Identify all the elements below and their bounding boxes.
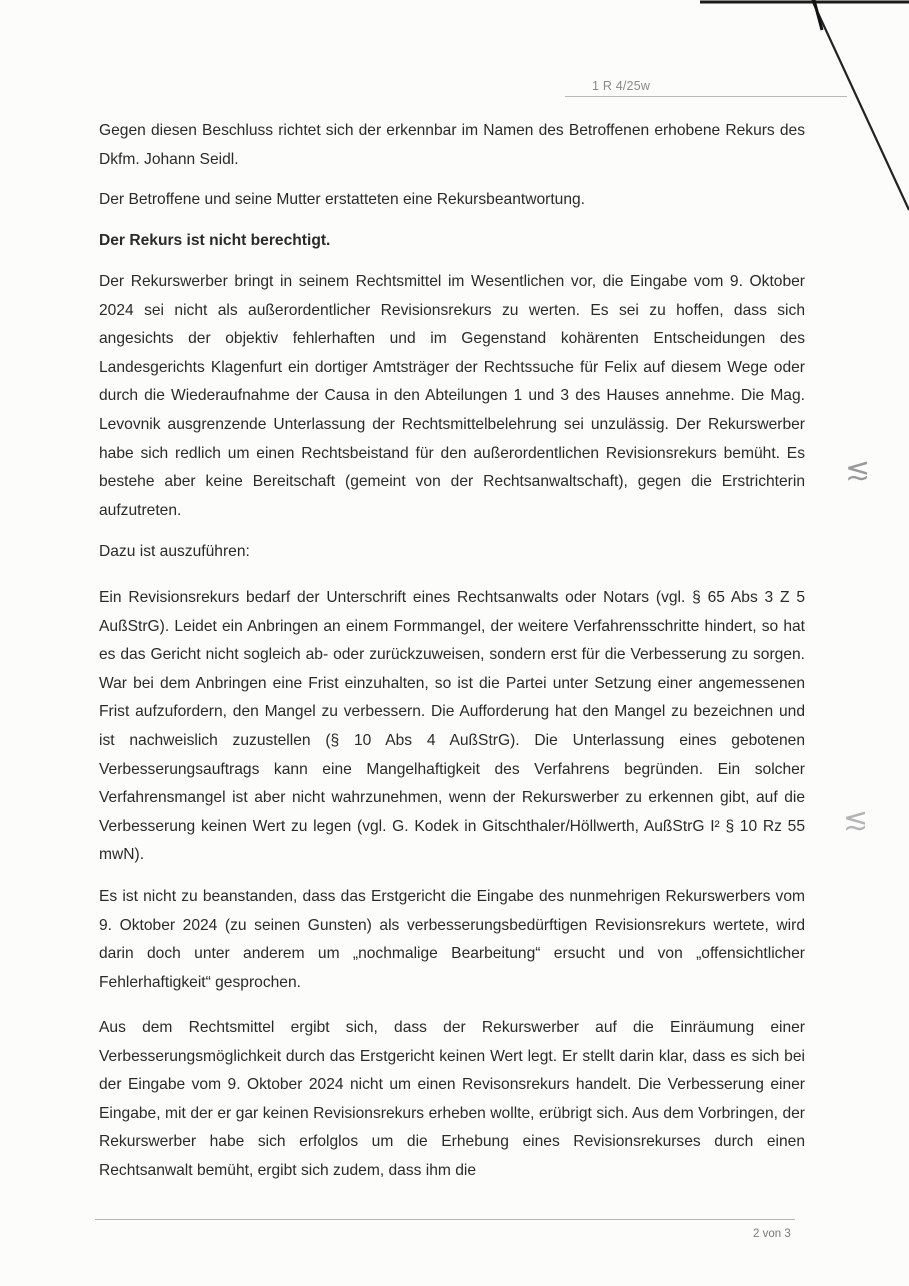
paragraph-2: Der Betroffene und seine Mutter erstatteten eine Rekursbeantwortung. xyxy=(99,191,586,208)
paragraph-6: Ein Revisionsrekurs bedarf der Unterschrift eines Rechtsanwalts oder Notars (vgl. § 65 Abs 3 Z 5 AußStrG). Leidet ein Anbringen an einem Formmangel, der weitere Verfahrensschritte hindert, so hat es das Gericht nicht sogleich ab- oder zurückzuweisen, sondern erst für die Verbesserung zu sorgen. War bei dem Anbringen eine Frist einzuhalten, so ist die Partei unter Setzung einer angemessenen Frist aufzufordern, den Mangel zu verbessern. Die Aufforderung hat den Mangel zu bezeichnen und ist nachweislich zuzustellen (§ 10 Abs 4 AußStrG). Die Unterlassung eines gebotenen Verbesserungsauftrags kann eine Mangelhaftigkeit des Verfahrens begründen. Ein solcher Verfahrensmangel ist aber nicht wahrzunehmen, wenn der Rekurswerber zu erkennen gibt, auf die Verbesserung keinen Wert zu legen (vgl. G. Kodek in Gitschthaler/Höllwerth, AußStrG I² § 10 Rz 55 mwN). xyxy=(99,589,805,864)
page-number: 2 von 3 xyxy=(753,1228,791,1240)
margin-mark-icon: ≲ xyxy=(843,802,869,837)
paragraph-8: Aus dem Rechtsmittel ergibt sich, dass der Rekurswerber auf die Einräumung einer Verbesserungsmöglichkeit durch das Erstgericht keinen Wert legt. Er stellt darin klar, dass es sich bei der Eingabe vom 9. Oktober 2024 nicht um einen Revisonsrekurs handelt. Die Verbesserung einer Eingabe, mit der er gar keinen Revisionsrekurs erheben wollte, erübrigt sich. Aus dem Vorbringen, der Rekurswerber habe sich erfolglos um die Erhebung eines Revisionsrekurses durch einen Rechtsanwalt bemüht, ergibt sich zudem, dass ihm die xyxy=(99,1019,805,1179)
paragraph-7: Es ist nicht zu beanstanden, dass das Erstgericht die Eingabe des nunmehrigen Rekurswerbers vom 9. Oktober 2024 (zu seinen Gunsten) als verbesserungsbedürftigen Revisionsrekurs wertete, wird darin doch unter anderem um „nochmalige Bearbeitung“ ersucht und von „offensichtlicher Fehlerhaftigkeit“ gesprochen. xyxy=(99,888,805,991)
paragraph-4: Der Rekurswerber bringt in seinem Rechtsmittel im Wesentlichen vor, die Eingabe vom 9. Oktober 2024 sei nicht als außerordentlicher Revisionsrekurs zu werten. Es sei zu hoffen, dass sich angesichts der objektiv fehlerhaften und im Gegenstand kohärenten Entscheidungen des Landesgerichts Klagenfurt ein dortiger Amtsträger der Rechtssuche für Felix auf diesem Wege oder durch die Wiederaufnahme der Causa in den Abteilungen 1 und 3 des Hauses annehme. Die Mag. Levovnik ausgrenzende Unterlassung der Rechtsmittelbelehrung sei unzulässig. Der Rekurswerber habe sich redlich um einen Rechtsbeistand für den außerordentlichen Revisionsrekurs bemüht. Es bestehe aber keine Bereitschaft (gemeint von der Rechtsanwaltschaft), gegen die Erstrichterin aufzutreten. xyxy=(99,273,805,519)
margin-mark-icon: ≲ xyxy=(845,452,871,487)
paragraph-1: Gegen diesen Beschluss richtet sich der erkennbar im Namen des Betroffenen erhobene Rekurs des Dkfm. Johann Seidl. xyxy=(99,122,805,168)
paragraph-heading: Der Rekurs ist nicht berechtigt. xyxy=(99,232,331,249)
header-divider xyxy=(565,96,847,97)
footer-divider xyxy=(95,1219,795,1220)
paragraph-5: Dazu ist auszuführen: xyxy=(99,543,250,560)
case-reference: 1 R 4/25w xyxy=(592,79,651,93)
